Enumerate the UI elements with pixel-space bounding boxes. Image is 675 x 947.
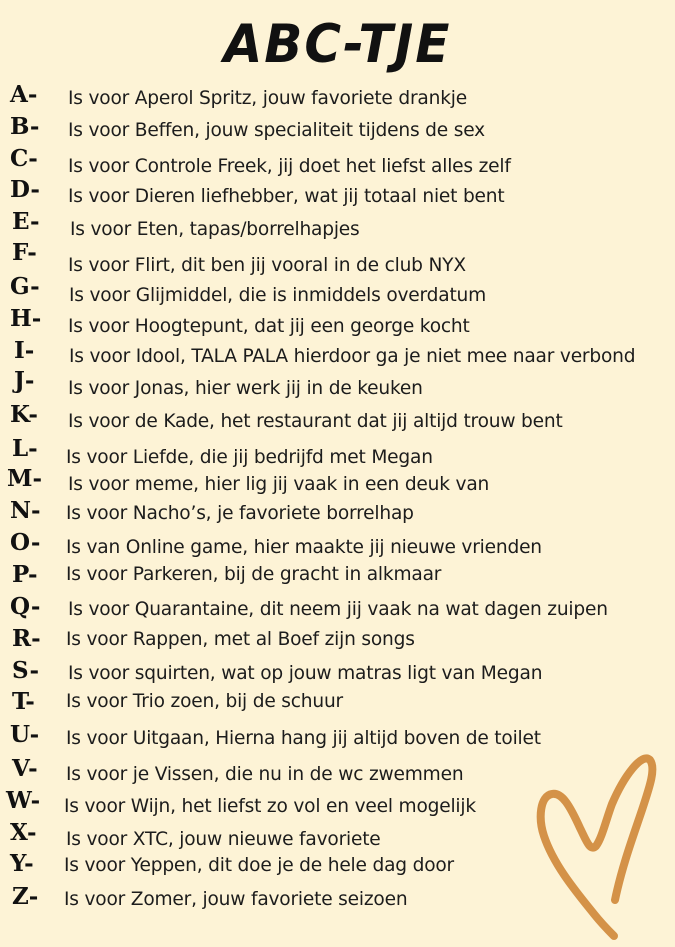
entry-text: Is voor Quarantaine, dit neem jij vaak na wat dagen zuipen xyxy=(68,599,608,620)
entry-text: Is voor Controle Freek, jij doet het liefst alles zelf xyxy=(68,156,511,177)
entry-letter: W- xyxy=(6,787,41,814)
list-item xyxy=(0,336,675,366)
list-item xyxy=(0,594,675,624)
list-item xyxy=(0,530,675,560)
entry-letter: H- xyxy=(10,305,42,332)
list-item xyxy=(0,146,675,176)
entry-text: Is voor Beffen, jouw specialiteit tijdens de sex xyxy=(68,120,485,141)
entry-text: Is voor Zomer, jouw favoriete seizoen xyxy=(64,889,408,910)
entry-letter: Z- xyxy=(12,883,39,910)
entry-letter: T- xyxy=(12,688,35,715)
entry-letter: K- xyxy=(10,401,38,428)
list-item xyxy=(0,400,675,430)
entry-letter: R- xyxy=(12,625,41,652)
list-item xyxy=(0,304,675,337)
entry-letter: L- xyxy=(12,435,38,462)
entry-text: Is voor meme, hier lig jij vaak in een deuk van xyxy=(68,474,490,495)
entry-letter: O- xyxy=(10,529,41,556)
entry-letter: P- xyxy=(12,561,38,588)
entry-letter: D- xyxy=(10,176,40,203)
entry-text: Is voor Liefde, die jij bedrijfd met Megan xyxy=(66,447,433,468)
entry-text: Is voor Jonas, hier werk jij in de keuken xyxy=(68,378,423,399)
entry-text: Is voor Wijn, het liefst zo vol en veel mogelijk xyxy=(64,796,476,817)
list-item xyxy=(0,561,675,591)
entry-letter: S- xyxy=(12,657,39,684)
entry-text: Is voor Hoogtepunt, dat jij een george kocht xyxy=(68,316,470,337)
entry-text: Is voor Glijmiddel, die is inmiddels overdatum xyxy=(69,285,487,306)
list-item xyxy=(0,657,675,687)
list-item xyxy=(0,368,675,398)
entry-text: Is voor Dieren liefhebber, wat jij totaal niet bent xyxy=(68,186,505,207)
entry-letter: I- xyxy=(14,337,35,364)
entry-letter: Y- xyxy=(10,850,34,877)
entry-text: Is voor Nacho’s, je favoriete borrelhap xyxy=(66,503,414,524)
list-item xyxy=(0,272,675,306)
entry-letter: J- xyxy=(14,367,35,394)
entry-text: Is voor Uitgaan, Hierna hang jij altijd boven de toilet xyxy=(66,728,541,749)
entry-text: Is voor Aperol Spritz, jouw favoriete drankje xyxy=(68,88,467,109)
entry-letter: A- xyxy=(10,81,38,108)
list-item xyxy=(0,82,675,112)
entry-text: Is voor je Vissen, die nu in de wc zwemmen xyxy=(66,764,464,785)
entry-text: Is voor Idool, TALA PALA hierdoor ga je niet mee naar verbond xyxy=(69,346,636,367)
entry-letter: N- xyxy=(10,497,41,524)
page-title: ABC-TJE xyxy=(223,13,452,75)
list-item xyxy=(0,721,675,751)
entry-text: Is voor Parkeren, bij de gracht in alkmaar xyxy=(66,564,442,585)
entry-letter: Q- xyxy=(10,593,41,620)
list-item xyxy=(0,239,675,276)
entry-text: Is voor XTC, jouw nieuwe favoriete xyxy=(66,829,381,850)
list-item xyxy=(0,497,675,527)
entry-letter: E- xyxy=(12,208,40,235)
entry-letter: C- xyxy=(10,145,38,172)
list-item xyxy=(0,209,675,239)
entry-text: Is voor Trio zoen, bij de schuur xyxy=(66,691,343,712)
entry-text: Is voor Flirt, dit ben jij vooral in de club NYX xyxy=(68,255,466,276)
entry-letter: B- xyxy=(10,113,40,140)
list-item xyxy=(0,626,675,656)
heart-icon xyxy=(532,748,672,940)
entry-letter: M- xyxy=(7,465,43,492)
entry-letter: G- xyxy=(10,273,40,300)
entry-text: Is voor Eten, tapas/borrelhapjes xyxy=(70,219,360,240)
list-item xyxy=(0,688,675,718)
list-item xyxy=(0,114,675,144)
entry-letter: V- xyxy=(12,755,38,782)
entry-text: Is voor squirten, wat op jouw matras ligt van Megan xyxy=(68,663,543,684)
entry-letter: F- xyxy=(12,239,37,266)
entry-text: Is voor de Kade, het restaurant dat jij altijd trouw bent xyxy=(68,411,563,432)
entry-text: Is van Online game, hier maakte jij nieuwe vrienden xyxy=(66,537,542,558)
entry-letter: U- xyxy=(10,721,40,748)
entry-letter: X- xyxy=(10,819,37,846)
list-item xyxy=(0,176,675,206)
entry-text: Is voor Yeppen, dit doe je de hele dag door xyxy=(64,855,454,876)
list-item xyxy=(0,434,675,468)
list-item xyxy=(0,465,675,495)
entry-text: Is voor Rappen, met al Boef zijn songs xyxy=(66,629,415,650)
